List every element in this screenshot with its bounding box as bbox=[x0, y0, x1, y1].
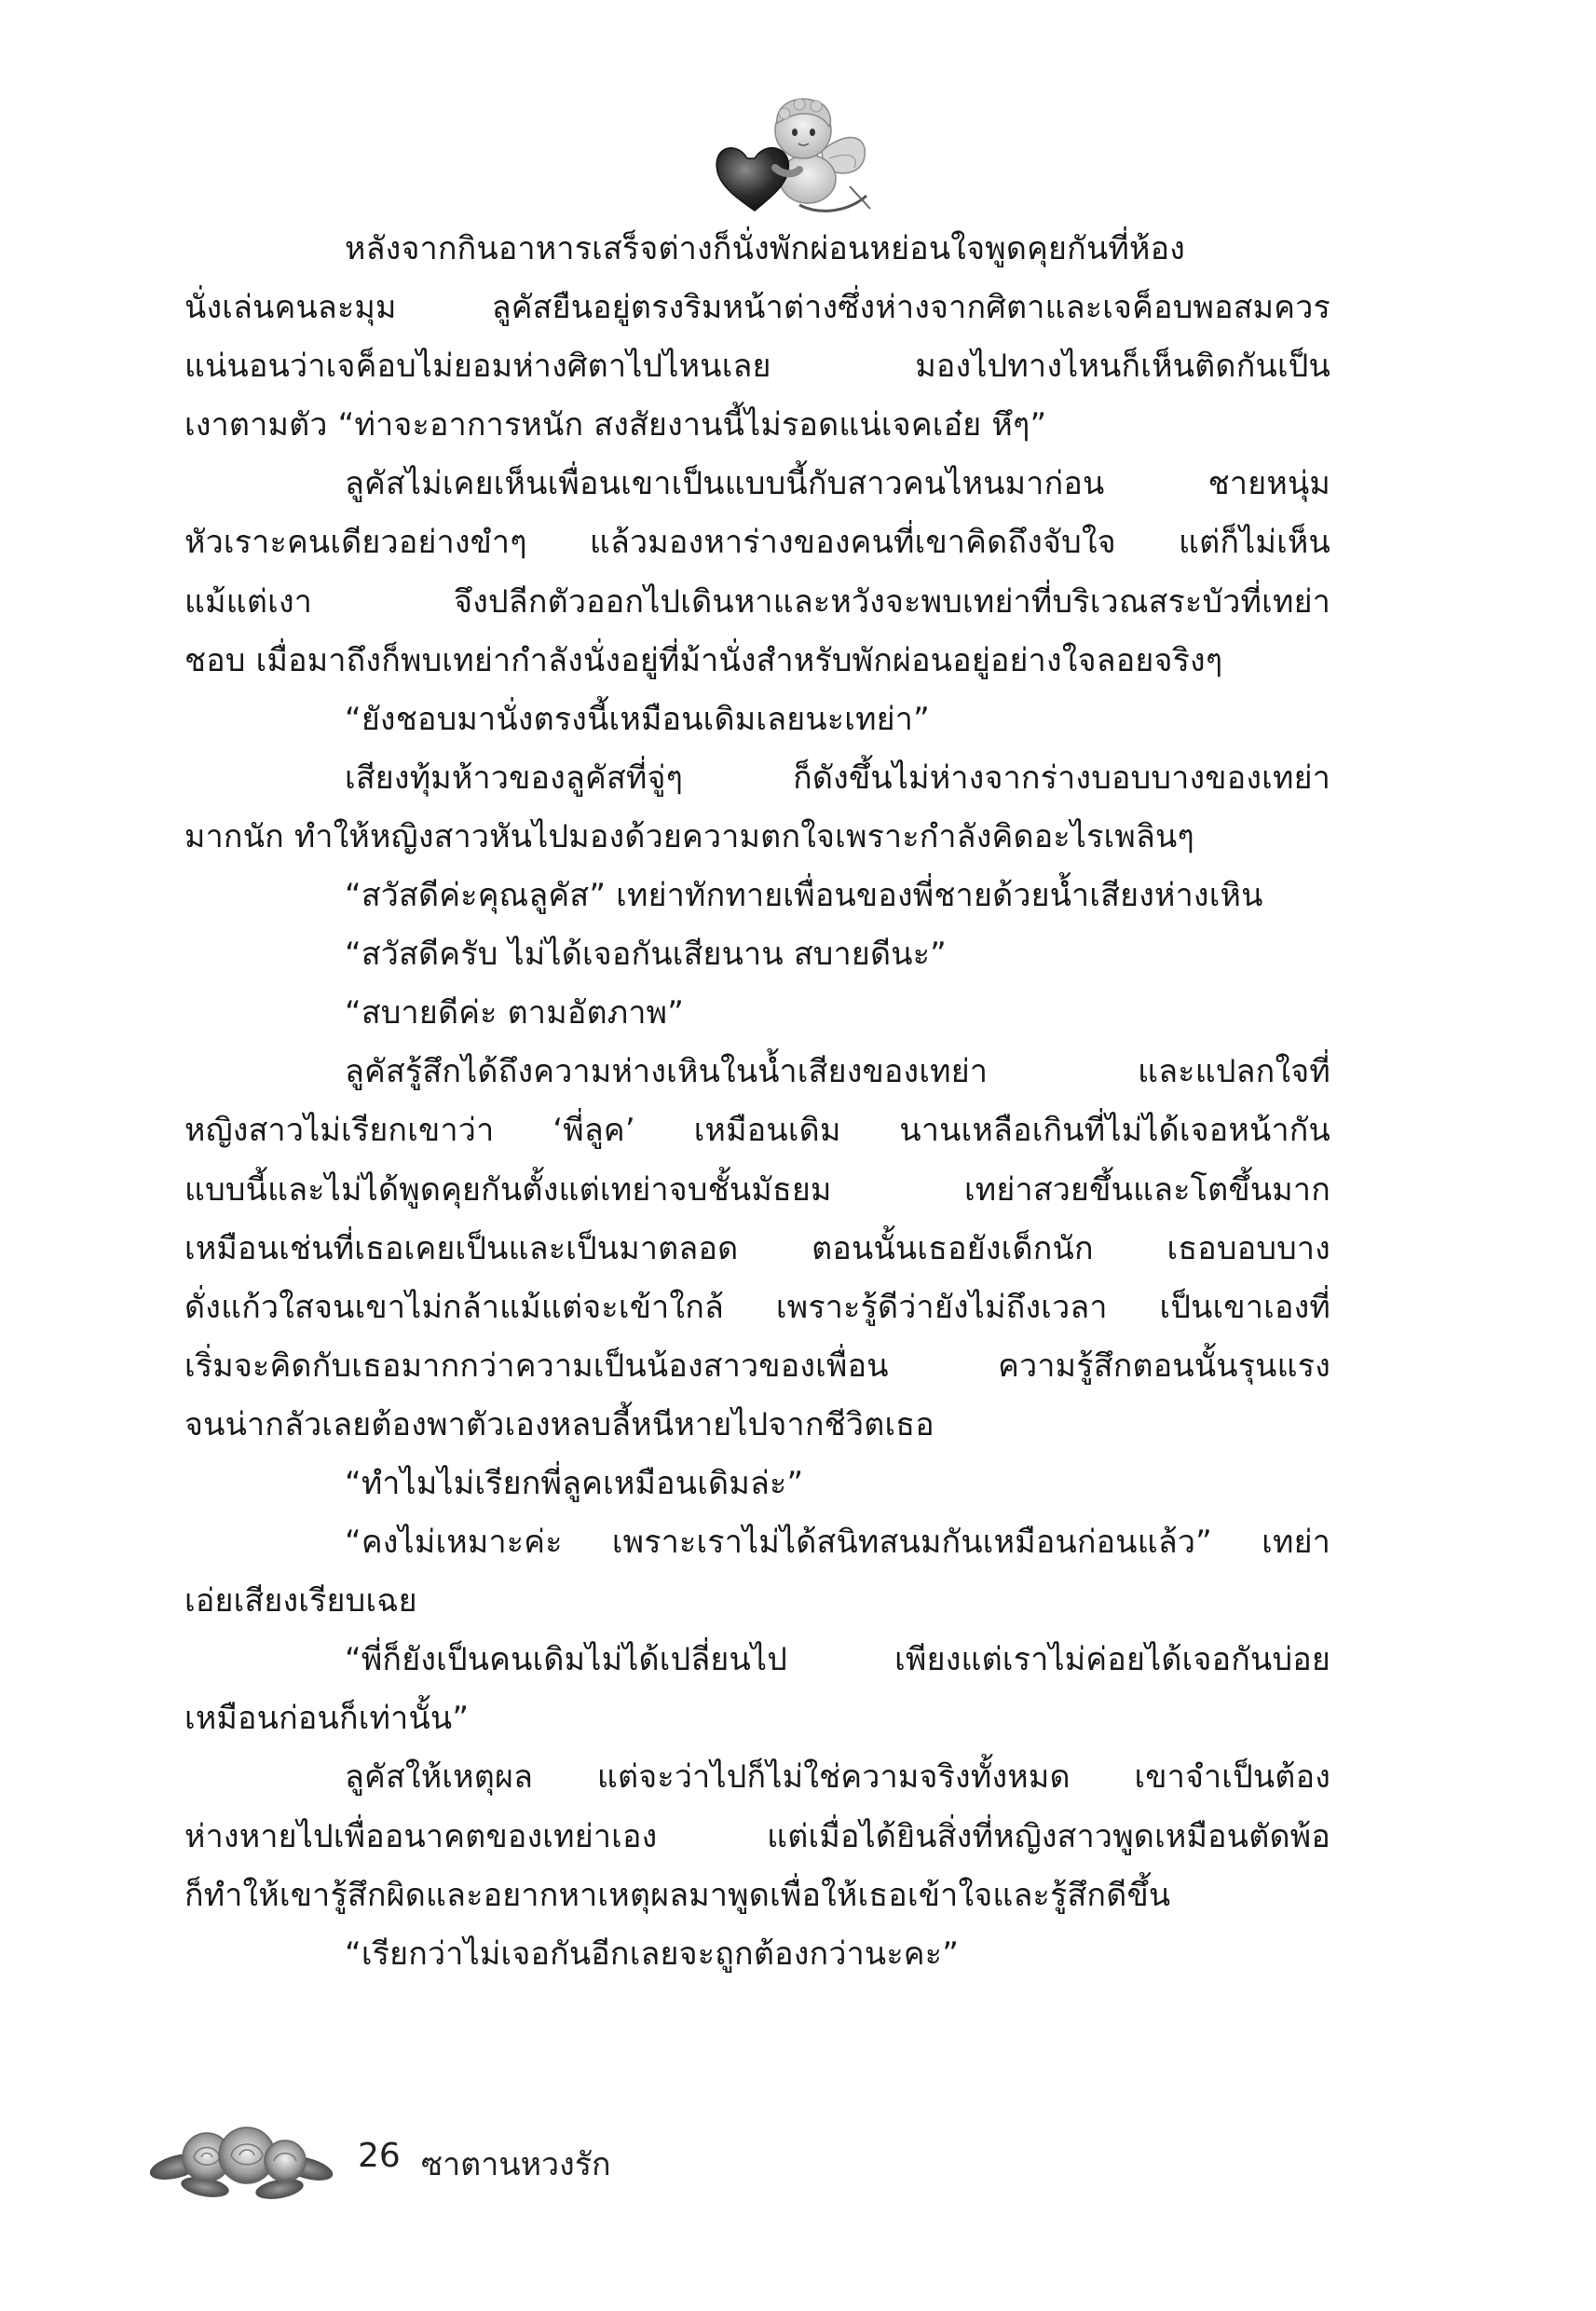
text-line: “สบายดีค่ะ ตามอัตภาพ” bbox=[345, 994, 685, 1032]
text-line: เอ่ยเสียงเรียบเฉย bbox=[184, 1582, 417, 1620]
body-text bbox=[184, 220, 1330, 1984]
text-line: ห่างหายไปเพื่ออนาคตของเทย่าเอง แต่เมื่อได้ยินสิ่งที่หญิงสาวพูดเหมือนตัดพ้อ bbox=[184, 1817, 1330, 1855]
book-title: ซาตานหวงรัก bbox=[421, 2146, 611, 2183]
text-line: แม้แต่เงา จึงปลีกตัวออกไปเดินหาและหวังจะพบเทย่าที่บริเวณสระบัวที่เทย่า bbox=[184, 582, 1330, 621]
text-line: นั่งเล่นคนละมุม ลูคัสยืนอยู่ตรงริมหน้าต่างซึ่งห่างจากศิตาและเจค็อบพอสมควร bbox=[184, 289, 1330, 327]
text-line: ลูคัสรู้สึกได้ถึงความห่างเหินในน้ำเสียงของเทย่า และแปลกใจที่ bbox=[345, 1053, 1330, 1091]
text-line: หัวเราะคนเดียวอย่างขำๆ แล้วมองหาร่างของคนที่เขาคิดถึงจับใจ แต่ก็ไม่เห็น bbox=[184, 524, 1330, 562]
text-line: แน่นอนว่าเจค็อบไม่ยอมห่างศิตาไปไหนเลย มองไปทางไหนก็เห็นติดกันเป็น bbox=[184, 348, 1330, 386]
text-line: ชอบ เมื่อมาถึงก็พบเทย่ากำลังนั่งอยู่ที่ม้านั่งสำหรับพักผ่อนอยู่อย่างใจลอยจริงๆ bbox=[184, 641, 1223, 679]
text-line: ดั่งแก้วใสจนเขาไม่กล้าแม้แต่จะเข้าใกล้ เพราะรู้ดีว่ายังไม่ถึงเวลา เป็นเขาเองที่ bbox=[184, 1288, 1330, 1326]
text-line: ลูคัสไม่เคยเห็นเพื่อนเขาเป็นแบบนี้กับสาวคนไหนมาก่อน ชายหนุ่ม bbox=[345, 465, 1330, 503]
text-line: เริ่มจะคิดกับเธอมากกว่าความเป็นน้องสาวของเพื่อน ความรู้สึกตอนนั้นรุนแรง bbox=[184, 1347, 1330, 1385]
text-line: เหมือนเช่นที่เธอเคยเป็นและเป็นมาตลอด ตอนนั้นเธอยังเด็กนัก เธอบอบบาง bbox=[184, 1229, 1330, 1267]
text-line: “สวัสดีค่ะคุณลูคัส” เทย่าทักทายเพื่อนของพี่ชายด้วยน้ำเสียงห่างเหิน bbox=[345, 877, 1263, 915]
rose-bouquet-icon bbox=[149, 2111, 335, 2204]
text-line: เสียงทุ้มห้าวของลูคัสที่จู่ๆ ก็ดังขึ้นไม่ห่างจากร่างบอบบางของเทย่า bbox=[345, 759, 1330, 797]
text-line: “สวัสดีครับ ไม่ได้เจอกันเสียนาน สบายดีนะ” bbox=[345, 936, 947, 974]
text-line: มากนัก ทำให้หญิงสาวหันไปมองด้วยความตกใจเพราะกำลังคิดอะไรเพลินๆ bbox=[184, 817, 1194, 855]
text-line: “คงไม่เหมาะค่ะ เพราะเราไม่ได้สนิทสนมกันเหมือนก่อนแล้ว” เทย่า bbox=[345, 1524, 1330, 1562]
text-line: แบบนี้และไม่ได้พูดคุยกันตั้งแต่เทย่าจบชั้นมัธยม เทย่าสวยขึ้นและโตขึ้นมาก bbox=[184, 1170, 1330, 1209]
page-number: 26 bbox=[358, 2137, 401, 2175]
page-footer bbox=[149, 2111, 708, 2204]
text-line: “เรียกว่าไม่เจอกันอีกเลยจะถูกต้องกว่านะคะ” bbox=[345, 1935, 960, 1973]
text-line: เหมือนก่อนก็เท่านั้น” bbox=[184, 1700, 470, 1738]
text-line: “ทำไมไม่เรียกพี่ลูคเหมือนเดิมล่ะ” bbox=[345, 1464, 804, 1502]
cupid-with-heart-icon bbox=[710, 86, 878, 226]
text-line: จนน่ากลัวเลยต้องพาตัวเองหลบลี้หนีหายไปจากชีวิตเธอ bbox=[184, 1405, 934, 1443]
text-line: ก็ทำให้เขารู้สึกผิดและอยากหาเหตุผลมาพูดเพื่อให้เธอเข้าใจและรู้สึกดีขึ้น bbox=[184, 1876, 1171, 1914]
text-line: หญิงสาวไม่เรียกเขาว่า ‘พี่ลูค’ เหมือนเดิม นานเหลือเกินที่ไม่ได้เจอหน้ากัน bbox=[184, 1112, 1330, 1150]
text-line: “พี่ก็ยังเป็นคนเดิมไม่ได้เปลี่ยนไป เพียงแต่เราไม่ค่อยได้เจอกันบ่อย bbox=[345, 1641, 1330, 1679]
text-line: เงาตามตัว “ท่าจะอาการหนัก สงสัยงานนี้ไม่รอดแน่เจคเอ๋ย หึๆ” bbox=[184, 406, 1047, 444]
text-line: “ยังชอบมานั่งตรงนี้เหมือนเดิมเลยนะเทย่า” bbox=[345, 700, 930, 738]
text-line: หลังจากกินอาหารเสร็จต่างก็นั่งพักผ่อนหย่อนใจพูดคุยกันที่ห้อง bbox=[345, 230, 1186, 267]
text-line: ลูคัสให้เหตุผล แต่จะว่าไปก็ไม่ใช่ความจริงทั้งหมด เขาจำเป็นต้อง bbox=[345, 1758, 1330, 1797]
